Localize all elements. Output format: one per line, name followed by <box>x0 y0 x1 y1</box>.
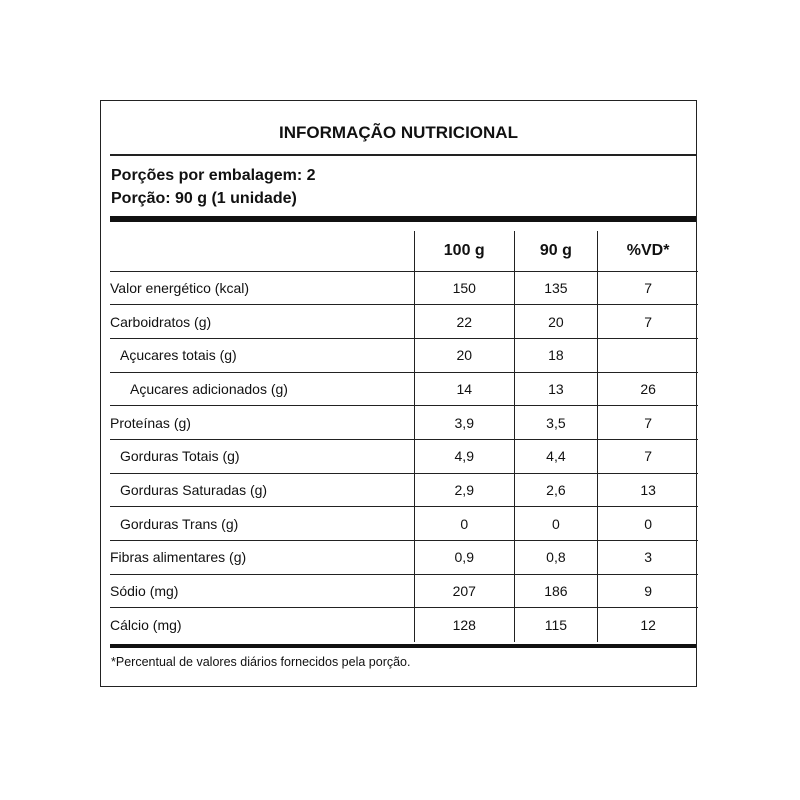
table-row <box>110 406 698 440</box>
value-vd: 13 <box>598 473 698 507</box>
table-row <box>110 574 698 608</box>
nutrient-name: Cálcio (mg) <box>110 608 414 642</box>
value-vd: 12 <box>598 608 698 642</box>
nutrient-name: Valor energético (kcal) <box>110 271 414 305</box>
nutrient-name: Proteínas (g) <box>110 406 414 440</box>
table-row <box>110 372 698 406</box>
table-row <box>110 305 698 339</box>
value-90g: 0 <box>514 507 598 541</box>
serving-divider <box>110 216 696 222</box>
value-vd <box>598 338 698 372</box>
value-90g: 0,8 <box>514 541 598 575</box>
value-90g: 13 <box>514 372 598 406</box>
table-row <box>110 473 698 507</box>
value-vd: 0 <box>598 507 698 541</box>
nutrient-name: Açucares totais (g) <box>110 338 414 372</box>
column-header-100g: 100 g <box>414 231 514 271</box>
footnote: *Percentual de valores diários fornecidos pela porção. <box>111 655 411 669</box>
value-100g: 2,9 <box>414 473 514 507</box>
value-100g: 4,9 <box>414 439 514 473</box>
nutrient-name: Açucares adicionados (g) <box>110 372 414 406</box>
value-100g: 14 <box>414 372 514 406</box>
nutrient-name: Gorduras Saturadas (g) <box>110 473 414 507</box>
table-row <box>110 507 698 541</box>
label-title: INFORMAÇÃO NUTRICIONAL <box>279 123 518 142</box>
title-divider <box>110 154 696 156</box>
value-vd: 3 <box>598 541 698 575</box>
value-vd: 7 <box>598 271 698 305</box>
table-row <box>110 271 698 305</box>
nutrient-name: Fibras alimentares (g) <box>110 541 414 575</box>
value-90g: 115 <box>514 608 598 642</box>
value-vd: 7 <box>598 439 698 473</box>
table-header-row <box>110 231 698 271</box>
nutrition-table <box>110 231 698 642</box>
nutrition-facts-label <box>100 100 697 687</box>
value-vd: 9 <box>598 574 698 608</box>
value-vd: 7 <box>598 406 698 440</box>
table-row <box>110 439 698 473</box>
nutrient-name: Gorduras Trans (g) <box>110 507 414 541</box>
value-90g: 20 <box>514 305 598 339</box>
value-100g: 3,9 <box>414 406 514 440</box>
table-bottom-rule <box>110 644 696 648</box>
value-100g: 22 <box>414 305 514 339</box>
table-row <box>110 338 698 372</box>
value-90g: 186 <box>514 574 598 608</box>
value-100g: 207 <box>414 574 514 608</box>
column-header-nutrient <box>110 231 414 271</box>
nutrient-name: Gorduras Totais (g) <box>110 439 414 473</box>
nutrient-name: Carboidratos (g) <box>110 305 414 339</box>
column-header-90g: 90 g <box>514 231 598 271</box>
value-90g: 2,6 <box>514 473 598 507</box>
value-90g: 18 <box>514 338 598 372</box>
nutrient-name: Sódio (mg) <box>110 574 414 608</box>
value-vd: 7 <box>598 305 698 339</box>
value-90g: 135 <box>514 271 598 305</box>
value-100g: 0,9 <box>414 541 514 575</box>
value-100g: 20 <box>414 338 514 372</box>
table-row <box>110 608 698 642</box>
value-vd: 26 <box>598 372 698 406</box>
value-100g: 150 <box>414 271 514 305</box>
servings-per-package: Porções por embalagem: 2 <box>111 167 316 184</box>
serving-size: Porção: 90 g (1 unidade) <box>111 190 297 207</box>
value-100g: 0 <box>414 507 514 541</box>
value-100g: 128 <box>414 608 514 642</box>
table-row <box>110 541 698 575</box>
column-header-vd: %VD* <box>598 231 698 271</box>
value-90g: 3,5 <box>514 406 598 440</box>
value-90g: 4,4 <box>514 439 598 473</box>
